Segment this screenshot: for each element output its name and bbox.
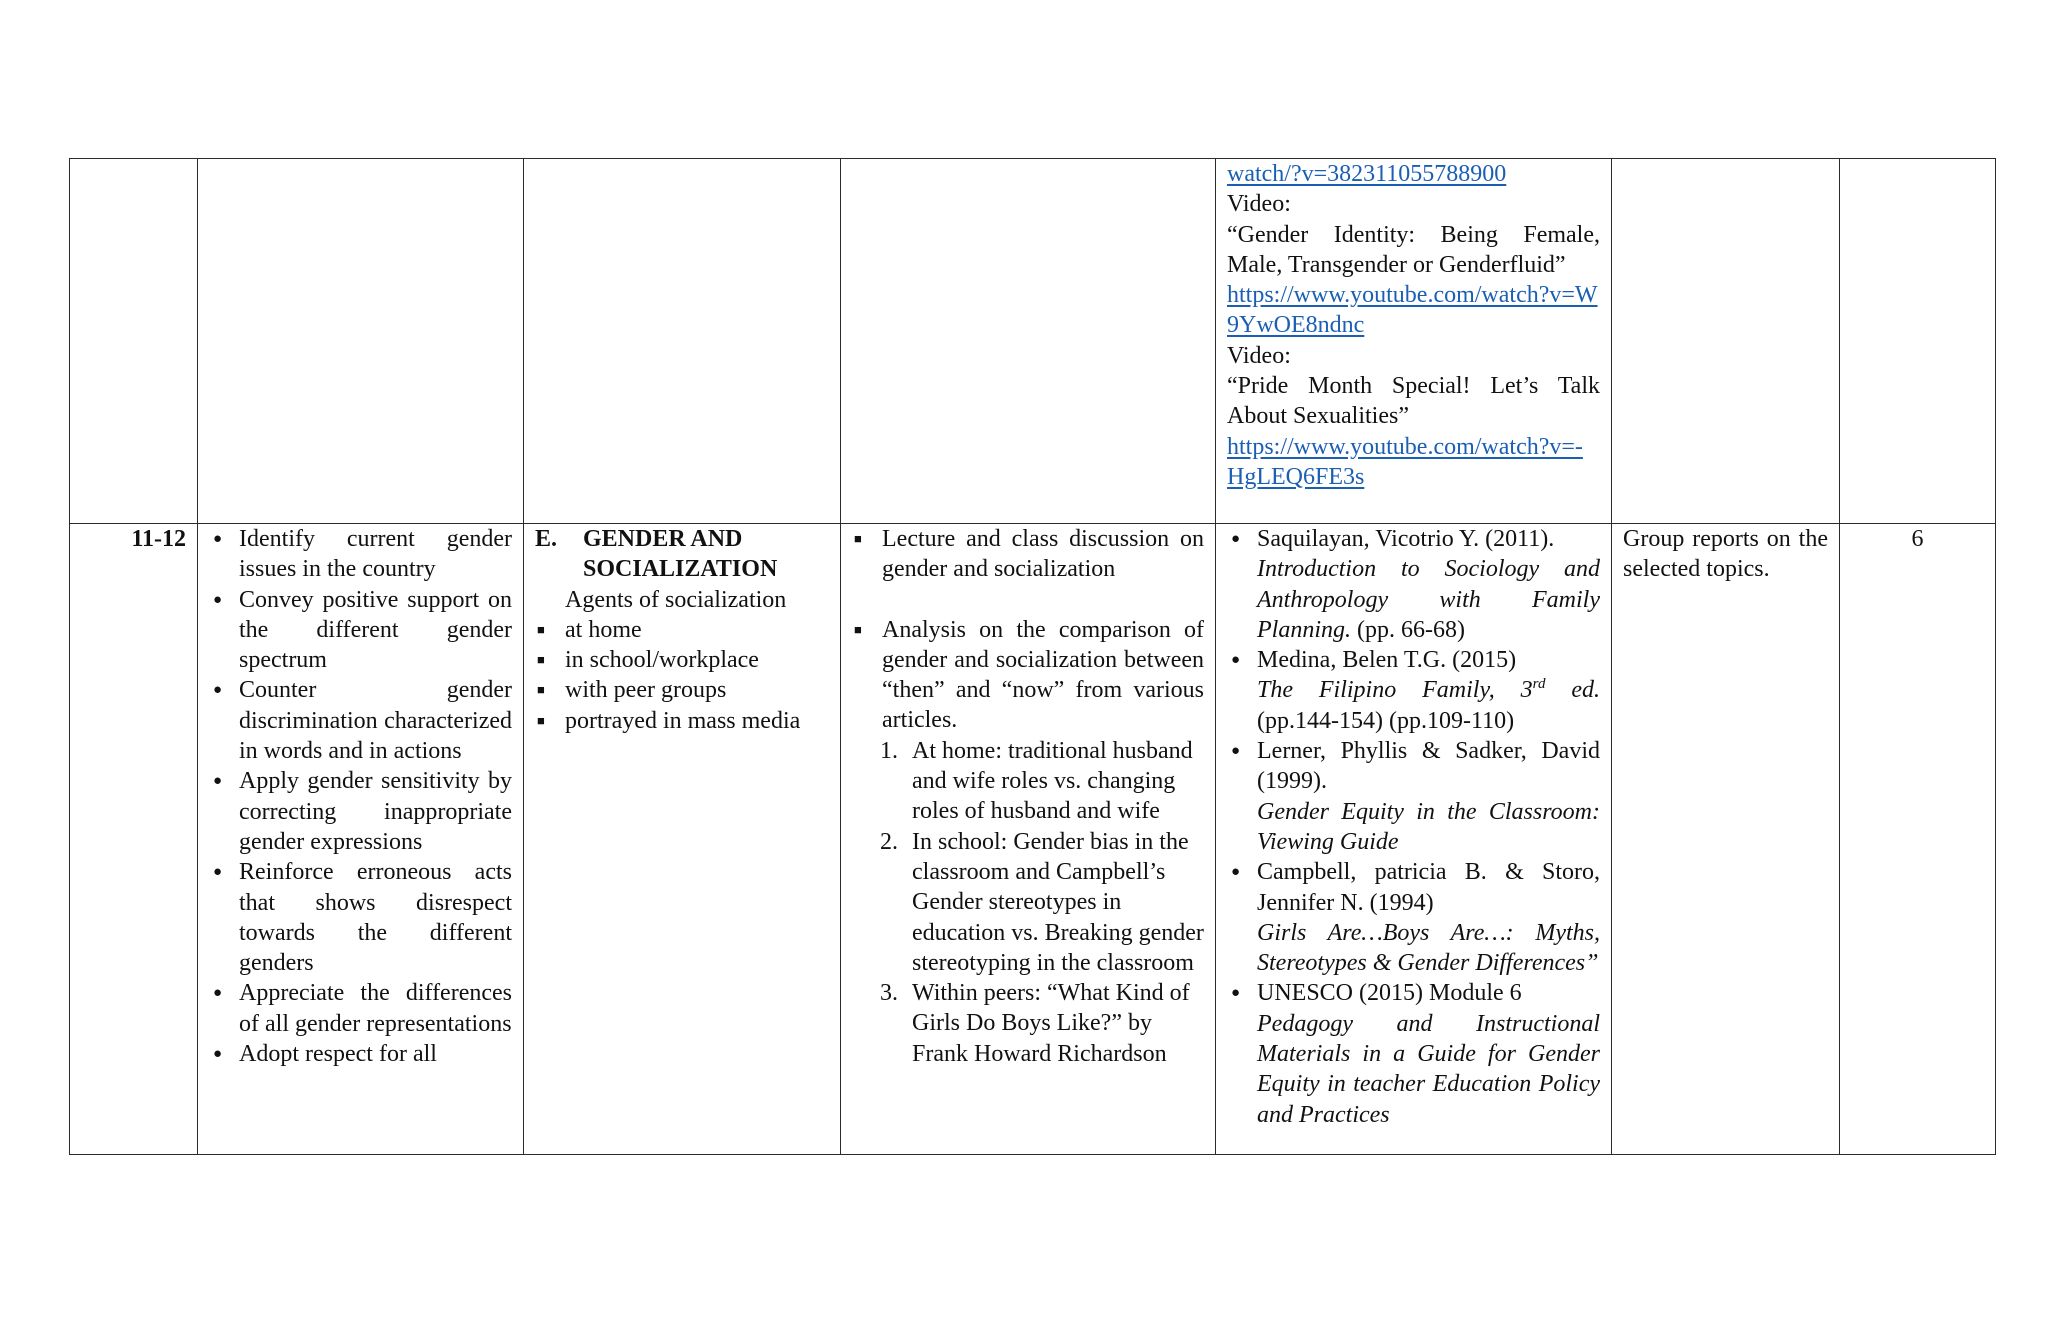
topic-title: GENDER AND xyxy=(583,526,743,552)
activities-list xyxy=(852,524,1204,585)
resource-link[interactable]: https://www.youtube.com/watch?v=-HgLEQ6FE3s xyxy=(1227,433,1583,490)
activities-cell xyxy=(841,159,1216,524)
reference-title-line xyxy=(1257,554,1600,645)
reference-author: ● Medina, Belen T.G. (2015) xyxy=(1257,647,1517,674)
reference-item xyxy=(1227,978,1600,1129)
numbered-list xyxy=(852,736,1204,1069)
topic-subtitle: Agents of socialization xyxy=(565,586,787,613)
assessment-cell: Group reports on the selected topics. xyxy=(1612,524,1840,1155)
syllabus-table xyxy=(69,158,1996,1155)
topic-cell xyxy=(524,524,841,1155)
reference-author: ● UNESCO (2015) Module 6 xyxy=(1257,980,1522,1007)
reference-title: Gender Equity in the Classroom: Viewing Guide xyxy=(1257,798,1600,855)
topic-list xyxy=(535,615,829,736)
topic-title: SOCIALIZATION xyxy=(583,556,778,583)
activities-cell xyxy=(841,524,1216,1155)
reference-pages: (pp.144-154) (pp.109-110) xyxy=(1257,707,1515,734)
table-row xyxy=(70,159,1996,524)
list-item xyxy=(852,827,1204,978)
assessment-cell xyxy=(1612,159,1840,524)
reference-item xyxy=(1227,736,1600,857)
reference-author: ● Saquilayan, Vicotrio Y. (2011). xyxy=(1257,526,1555,552)
table-row xyxy=(70,524,1996,1155)
reference-author: ● Campbell, patricia B. & Storo, Jennifer N. (1994) xyxy=(1257,859,1600,916)
list-item: ● Appreciate the differences of all gender representations xyxy=(209,978,512,1039)
list-item: ● Convey positive support on the different gender spectrum xyxy=(209,585,512,676)
outcomes-cell xyxy=(198,524,524,1155)
item-number: 3. xyxy=(880,980,898,1007)
item-text: In school: Gender bias in the classroom and Campbell’s Gender stereotypes in education vs. Breaking gender stereotyping in the classroom xyxy=(912,828,1204,976)
reference-item xyxy=(1227,524,1600,645)
list-item: ■ portrayed in mass media xyxy=(535,706,829,736)
resource-link[interactable]: https://www.youtube.com/watch?v=W9YwOE8ndnc xyxy=(1227,282,1598,339)
list-item: ● Adopt respect for all xyxy=(209,1039,512,1069)
resource-title: “Pride Month Special! Let’s Talk About Sexualities” xyxy=(1227,373,1600,430)
reference-author: ● Lerner, Phyllis & Sadker, David (1999). xyxy=(1257,738,1600,795)
topic-heading xyxy=(535,524,829,585)
activities-list xyxy=(852,615,1204,736)
item-number: 1. xyxy=(880,737,898,764)
list-item: ● Apply gender sensitivity by correcting inappropriate gender expressions xyxy=(209,766,512,857)
resources-cell xyxy=(1216,159,1612,524)
list-item xyxy=(852,978,1204,1069)
reference-item xyxy=(1227,645,1600,736)
reference-title: Introduction to Sociology and Anthropology with Family Planning. xyxy=(1257,556,1600,643)
resource-label: Video: xyxy=(1227,342,1291,369)
references-cell xyxy=(1216,524,1612,1155)
list-item: ■ in school/workplace xyxy=(535,645,829,675)
hours-cell: 6 xyxy=(1840,524,1996,1155)
topic-cell xyxy=(524,159,841,524)
reference-title: The Filipino Family, 3rd ed. xyxy=(1257,676,1600,704)
list-item: ■ at home xyxy=(535,615,829,645)
hours-cell xyxy=(1840,159,1996,524)
list-item: ■ with peer groups xyxy=(535,675,829,705)
reference-title: Pedagogy and Instructional Materials in a Guide for Gender Equity in teacher Education Policy and Practices xyxy=(1257,1010,1600,1128)
list-item: ■ Lecture and class discussion on gender and socialization xyxy=(852,524,1204,585)
week-cell xyxy=(70,159,198,524)
spacer xyxy=(852,585,1204,615)
item-text: Within peers: “What Kind of Girls Do Boys Like?” by Frank Howard Richardson xyxy=(912,980,1190,1067)
resource-link[interactable]: watch/?v=382311055788900 xyxy=(1227,161,1507,187)
item-text: At home: traditional husband and wife roles vs. changing roles of husband and wife xyxy=(912,737,1193,825)
reference-item xyxy=(1227,857,1600,978)
list-item xyxy=(852,736,1204,827)
references-list xyxy=(1227,524,1600,1130)
item-number: 2. xyxy=(880,828,898,855)
reference-pages: (pp. 66-68) xyxy=(1351,616,1465,643)
outcomes-cell xyxy=(198,159,524,524)
resource-title: “Gender Identity: Being Female, Male, Transgender or Genderfluid” xyxy=(1227,221,1600,278)
reference-title: Girls Are…Boys Are…: Myths, Stereotypes & Gender Differences” xyxy=(1257,919,1600,977)
list-item: ● Counter gender discrimination characterized in words and in actions xyxy=(209,675,512,766)
week-cell: 11-12 xyxy=(70,524,198,1155)
list-item: ● Reinforce erroneous acts that shows disrespect towards the different genders xyxy=(209,857,512,978)
list-item: ■ Analysis on the comparison of gender and socialization between “then” and “now” from various articles. xyxy=(852,615,1204,736)
topic-letter: E. xyxy=(535,526,558,552)
resource-label: Video: xyxy=(1227,191,1291,218)
outcomes-list xyxy=(209,524,512,1069)
list-item: ● Identify current gender issues in the country xyxy=(209,524,512,585)
